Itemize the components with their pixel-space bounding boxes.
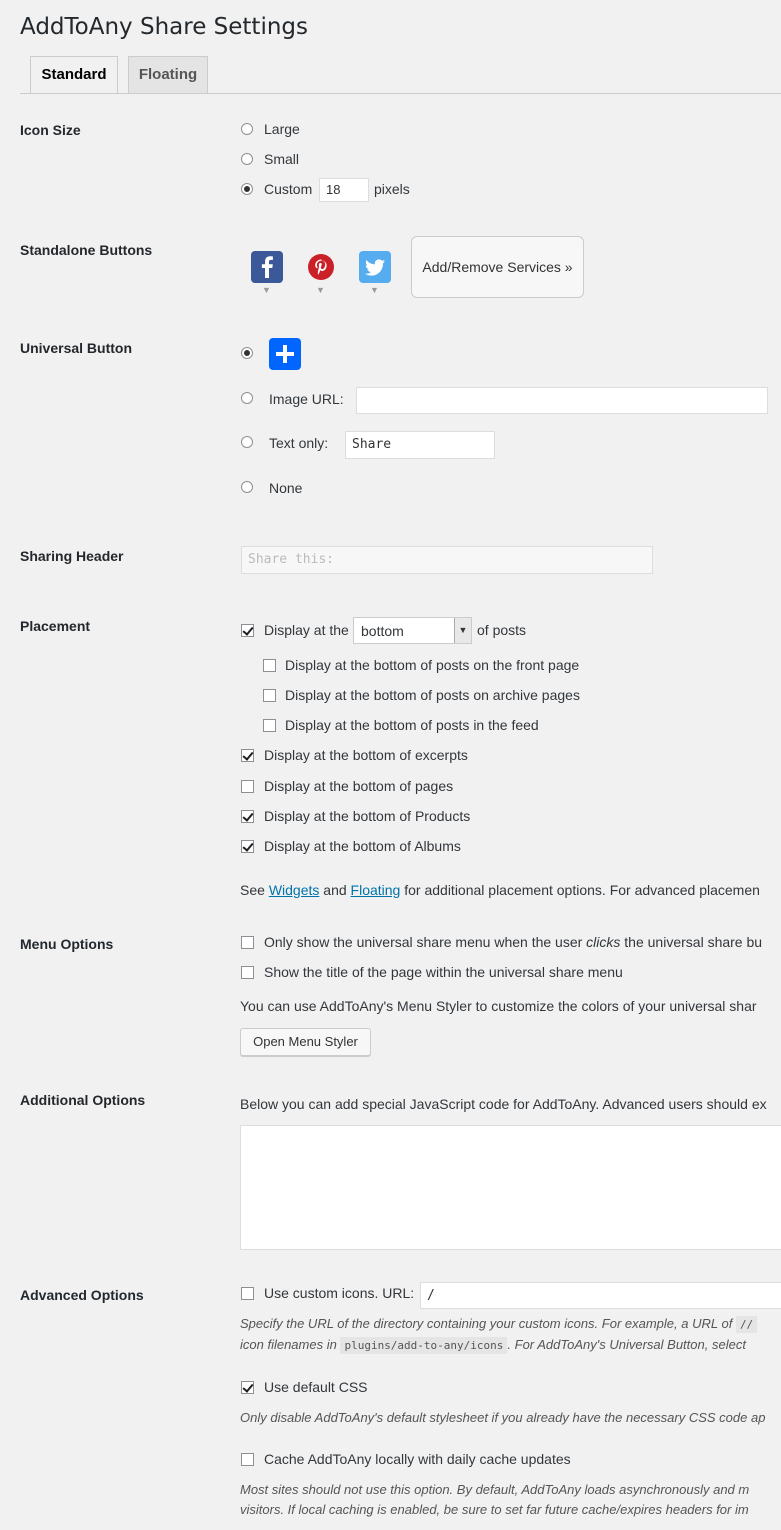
of-posts-label: of posts — [477, 622, 527, 638]
universal-image-url-radio[interactable] — [241, 392, 253, 404]
icon-size-custom-label: Custom — [264, 181, 313, 197]
placement-excerpts-checkbox[interactable] — [241, 749, 254, 762]
icon-size-large-radio[interactable] — [241, 123, 253, 135]
icon-size-small-radio[interactable] — [241, 153, 253, 165]
placement-label: Placement — [20, 618, 91, 634]
twitter-options-arrow[interactable]: ▼ — [370, 285, 379, 295]
universal-plus-icon[interactable] — [269, 338, 301, 370]
open-menu-styler-button[interactable]: Open Menu Styler — [240, 1028, 371, 1056]
facebook-icon[interactable] — [251, 251, 283, 283]
custom-icons-desc2-pre: icon filenames in — [240, 1337, 337, 1352]
standalone-buttons-label: Standalone Buttons — [20, 242, 153, 258]
universal-none-radio[interactable] — [241, 481, 253, 493]
tab-standard[interactable]: Standard — [30, 56, 118, 94]
universal-icon-radio[interactable] — [241, 347, 253, 359]
page-title: AddToAny Share Settings — [20, 14, 308, 40]
custom-icons-desc2-post: . For AddToAny's Universal Button, select — [507, 1337, 746, 1352]
menu-show-title-checkbox[interactable] — [241, 966, 254, 979]
add-remove-services-button[interactable]: Add/Remove Services » — [411, 236, 584, 298]
widgets-link[interactable]: Widgets — [268, 882, 320, 898]
custom-icons-desc-line1 — [240, 1316, 757, 1331]
custom-icons-checkbox[interactable] — [241, 1287, 254, 1300]
menu-options-label: Menu Options — [20, 936, 114, 952]
text-only-input[interactable]: Share — [345, 431, 495, 459]
placement-feed-checkbox[interactable] — [263, 719, 276, 732]
placement-front-page-checkbox[interactable] — [263, 659, 276, 672]
icon-size-custom-input[interactable]: 18 — [319, 178, 369, 202]
cache-desc-line2: visitors. If local caching is enabled, be sure to set far future cache/expires headers for im — [240, 1502, 749, 1517]
pinterest-options-arrow[interactable]: ▼ — [316, 285, 325, 295]
default-css-label: Use default CSS — [264, 1379, 368, 1395]
placement-front-page-label: Display at the bottom of posts on the front page — [285, 657, 580, 673]
custom-icons-desc-pre: Specify the URL of the directory containing your custom icons. For example, a URL of — [240, 1316, 733, 1331]
custom-icons-url-input[interactable]: / — [420, 1282, 781, 1309]
and-text: and — [323, 882, 347, 898]
icon-size-label: Icon Size — [20, 122, 81, 138]
icon-size-small-label: Small — [264, 151, 300, 167]
placement-products-checkbox[interactable] — [241, 810, 254, 823]
icon-size-unit: pixels — [374, 181, 410, 197]
cache-desc-line1: Most sites should not use this option. By default, AddToAny loads asynchronously and m — [240, 1482, 750, 1497]
placement-archive-checkbox[interactable] — [263, 689, 276, 702]
menu-styler-text: You can use AddToAny's Menu Styler to customize the colors of your universal shar — [240, 998, 757, 1014]
image-url-label: Image URL: — [269, 391, 344, 407]
universal-text-only-radio[interactable] — [241, 436, 253, 448]
placement-position-select[interactable] — [353, 617, 472, 644]
icon-size-custom-radio[interactable] — [241, 183, 253, 195]
menu-show-title-label: Show the title of the page within the universal share menu — [264, 964, 623, 980]
placement-pages-label: Display at the bottom of pages — [264, 778, 454, 794]
text-only-label: Text only: — [269, 435, 329, 451]
advanced-options-label: Advanced Options — [20, 1287, 144, 1303]
placement-posts-checkbox[interactable] — [241, 624, 254, 637]
tabs-divider — [20, 93, 781, 94]
additional-options-text: Below you can add special JavaScript code for AddToAny. Advanced users should ex — [240, 1096, 767, 1112]
chevron-down-icon: ▼ — [454, 618, 471, 643]
placement-excerpts-label: Display at the bottom of excerpts — [264, 747, 468, 763]
custom-icons-desc-code: // — [736, 1316, 757, 1333]
display-at-label: Display at the — [264, 622, 349, 638]
default-css-checkbox[interactable] — [241, 1381, 254, 1394]
menu-click-only-checkbox[interactable] — [241, 936, 254, 949]
placement-feed-label: Display at the bottom of posts in the feed — [285, 717, 539, 733]
custom-icons-label: Use custom icons. URL: — [264, 1285, 415, 1301]
custom-icons-desc2-code: plugins/add-to-any/icons — [340, 1337, 507, 1354]
twitter-icon[interactable] — [359, 251, 391, 283]
additional-js-textarea[interactable] — [240, 1125, 781, 1250]
cache-locally-checkbox[interactable] — [241, 1453, 254, 1466]
placement-help-rest: for additional placement options. For advanced placemen — [404, 882, 760, 898]
menu-click-only-post: the universal share bu — [624, 934, 763, 950]
placement-position-value: bottom — [361, 623, 404, 639]
sharing-header-input[interactable]: Share this: — [241, 546, 653, 574]
placement-help-text — [240, 882, 760, 898]
placement-albums-checkbox[interactable] — [241, 840, 254, 853]
additional-options-label: Additional Options — [20, 1092, 146, 1108]
menu-click-only-pre: Only show the universal share menu when the user — [264, 934, 583, 950]
placement-albums-label: Display at the bottom of Albums — [264, 838, 461, 854]
pinterest-icon[interactable] — [305, 251, 337, 283]
icon-size-large-label: Large — [264, 121, 300, 137]
menu-click-only-label — [264, 934, 762, 950]
placement-archive-label: Display at the bottom of posts on archive pages — [285, 687, 580, 703]
default-css-desc: Only disable AddToAny's default stylesheet if you already have the necessary CSS code ap — [240, 1410, 766, 1425]
custom-icons-desc-line2 — [240, 1337, 746, 1352]
floating-link[interactable]: Floating — [350, 882, 401, 898]
tab-floating[interactable]: Floating — [128, 56, 208, 93]
image-url-input[interactable] — [356, 387, 768, 414]
universal-button-label: Universal Button — [20, 340, 133, 356]
facebook-options-arrow[interactable]: ▼ — [262, 285, 271, 295]
placement-products-label: Display at the bottom of Products — [264, 808, 471, 824]
placement-pages-checkbox[interactable] — [241, 780, 254, 793]
none-label: None — [269, 480, 303, 496]
menu-click-only-em: clicks — [586, 934, 621, 950]
cache-locally-label: Cache AddToAny locally with daily cache updates — [264, 1451, 571, 1467]
sharing-header-label: Sharing Header — [20, 548, 124, 564]
see-text: See — [240, 882, 265, 898]
